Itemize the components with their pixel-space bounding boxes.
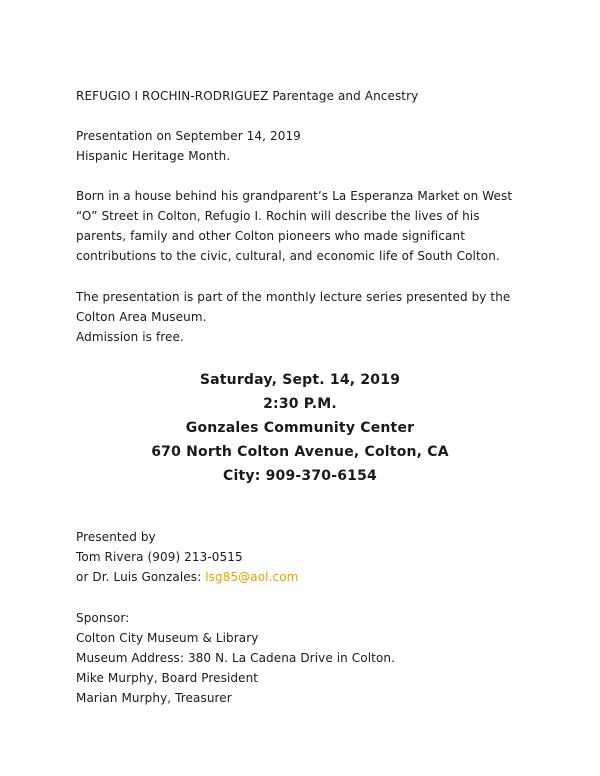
event-venue: Gonzales Community Center [185, 420, 415, 436]
presentation-date-line: Presentation on September 14, 2019 [76, 129, 301, 143]
presenter-luis-gonzales-label: or Dr. Luis Gonzales: [76, 570, 206, 584]
description-line: contributions to the civic, cultural, and economic life of South Colton. [76, 249, 500, 263]
document-title: REFUGIO I ROCHIN-RODRIGUEZ Parentage and Ancestry [76, 89, 419, 103]
event-phone: City: 909-370-6154 [223, 468, 377, 484]
sponsor-line: Mike Murphy, Board President [76, 671, 259, 685]
sponsor-line: Colton City Museum & Library [76, 631, 259, 645]
event-time: 2:30 P.M. [263, 396, 337, 412]
presented-by-heading: Presented by [76, 530, 156, 544]
description-line: parents, family and other Colton pioneers who made significant [76, 229, 466, 243]
series-line: Colton Area Museum. [76, 310, 207, 324]
series-line: The presentation is part of the monthly lecture series presented by the [76, 290, 511, 304]
description-line: “O” Street in Colton, Refugio I. Rochin will describe the lives of his [76, 209, 480, 223]
presenter-luis-gonzales [76, 567, 298, 587]
event-date: Saturday, Sept. 14, 2019 [199, 372, 401, 388]
event-address: 670 North Colton Avenue, Colton, CA [151, 444, 449, 460]
email-link[interactable]: lsg85@aol.com [205, 570, 299, 584]
admission-line: Admission is free. [76, 330, 184, 344]
sponsor-heading: Sponsor: [76, 611, 130, 625]
presenter-tom-rivera: Tom Rivera (909) 213-0515 [76, 550, 243, 564]
heritage-month-line: Hispanic Heritage Month. [76, 149, 231, 163]
description-line: Born in a house behind his grandparent’s La Esperanza Market on West [76, 189, 513, 203]
sponsor-line: Museum Address: 380 N. La Cadena Drive in Colton. [76, 651, 396, 665]
sponsor-line: Marian Murphy, Treasurer [76, 691, 232, 705]
